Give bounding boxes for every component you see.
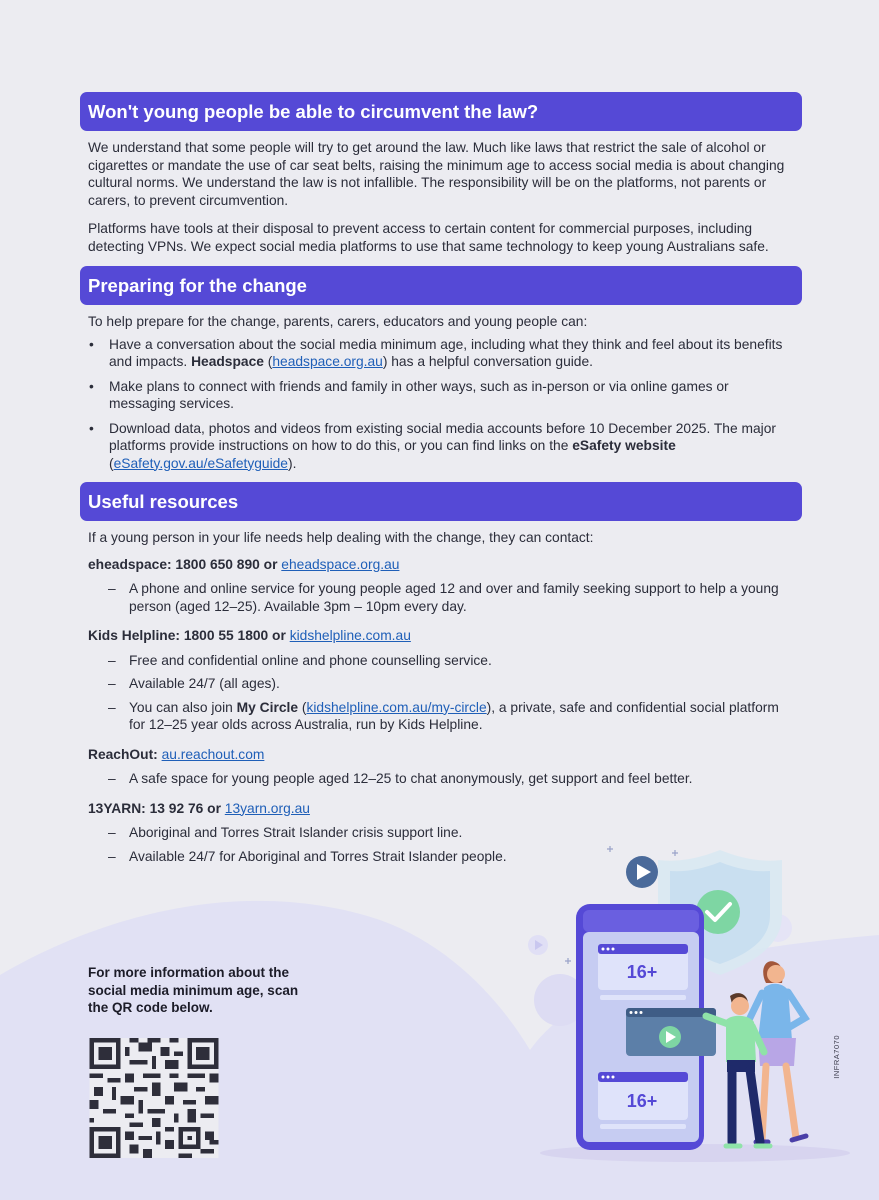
document-code: INFRA7070 [832, 1035, 841, 1079]
list-item: • Make plans to connect with friends and family in other ways, such as in-person or via online games or messaging services. [88, 378, 794, 413]
list-item: – Aboriginal and Torres Strait Islander crisis support line. [88, 824, 794, 842]
resource-13yarn: 13YARN: 13 92 76 or 13yarn.org.au [88, 800, 310, 816]
child-figure-icon [706, 993, 770, 1146]
headspace-link[interactable]: headspace.org.au [272, 354, 383, 369]
qr-code[interactable] [88, 1038, 220, 1158]
list-item: – Available 24/7 (all ages). [88, 675, 794, 693]
kidshelpline-link[interactable]: kidshelpline.com.au [289, 628, 411, 643]
more-info-text: For more information about the social media minimum age, scan the QR code below. [88, 965, 299, 1015]
list-item: • Download data, photos and videos from existing social media accounts before 10 December 2025. The major platforms provide instructions on how to do this, or you can find links on the eSafety website (eSafety.gov.au/eSafetyguide). [88, 420, 794, 473]
main-content [80, 92, 802, 877]
list-item: • Have a conversation about the social media minimum age, including what they think and feel about its benefits and impacts. Headspace (headspace.org.au) has a helpful conversation guide. [88, 336, 794, 371]
circumvent-paragraph-2: Platforms have tools at their disposal to prevent access to certain content for commercial purposes, including detecting VPNs. We expect social media platforms to use that same technology to keep young Australians safe. [88, 221, 769, 254]
preparing-intro: To help prepare for the change, parents, carers, educators and young people can: [88, 314, 588, 329]
list-item: – Free and confidential online and phone counselling service. [88, 652, 794, 670]
circumvent-paragraph-1: We understand that some people will try to get around the law. Much like laws that restrict the sale of alcohol or cigarettes or mandate the use of car seat belts, raising the minimum age to access social media is about changing cultural norms. We understand the law is not infallible. The responsibility will be on the platforms, not parents or carers, to prevent circumvention. [88, 140, 785, 208]
age-badge-2: 16+ [626, 1091, 658, 1111]
age-badge-1: 16+ [626, 962, 658, 982]
section-header-preparing: Preparing for the change [80, 266, 802, 305]
resource-reachout: ReachOut: au.reachout.com [88, 746, 265, 762]
resource-kids-helpline: Kids Helpline: 1800 55 1800 or kidshelpline.com.au [88, 628, 411, 643]
esafety-link[interactable]: eSafety.gov.au/eSafetyguide [113, 455, 288, 471]
eheadspace-link[interactable]: eheadspace.org.au [281, 556, 400, 572]
eheadspace-details [88, 580, 794, 615]
section-body-circumvent [80, 131, 802, 255]
reachout-link[interactable]: au.reachout.com [161, 746, 265, 762]
section-body-resources [80, 521, 802, 865]
list-item: – A safe space for young people aged 12–25 to chat anonymously, get support and feel better. [88, 770, 794, 788]
phone-family-illustration [520, 840, 850, 1170]
reachout-details [88, 770, 794, 788]
kids-helpline-details [88, 652, 794, 734]
section-header-resources: Useful resources [80, 482, 802, 521]
list-item: – A phone and online service for young people aged 12 and over and family seeking support to help a young person (aged 12–25). Available 3pm – 10pm every day. [88, 580, 794, 615]
list-item: – Available 24/7 for Aboriginal and Torres Strait Islander people. [88, 848, 794, 866]
13yarn-link[interactable]: 13yarn.org.au [224, 800, 310, 816]
list-item: – You can also join My Circle (kidshelpline.com.au/my-circle), a private, safe and confidential social platform for 12–25 year olds across Australia, run by Kids Helpline. [88, 699, 794, 734]
section-body-preparing [80, 305, 802, 472]
preparing-list [88, 336, 794, 473]
my-circle-link[interactable]: kidshelpline.com.au/my-circle [306, 699, 487, 715]
resources-intro: If a young person in your life needs help dealing with the change, they can contact: [88, 530, 594, 545]
section-header-circumvent: Won't young people be able to circumvent the law? [80, 92, 802, 131]
resource-eheadspace: eheadspace: 1800 650 890 or eheadspace.org.au [88, 556, 400, 572]
